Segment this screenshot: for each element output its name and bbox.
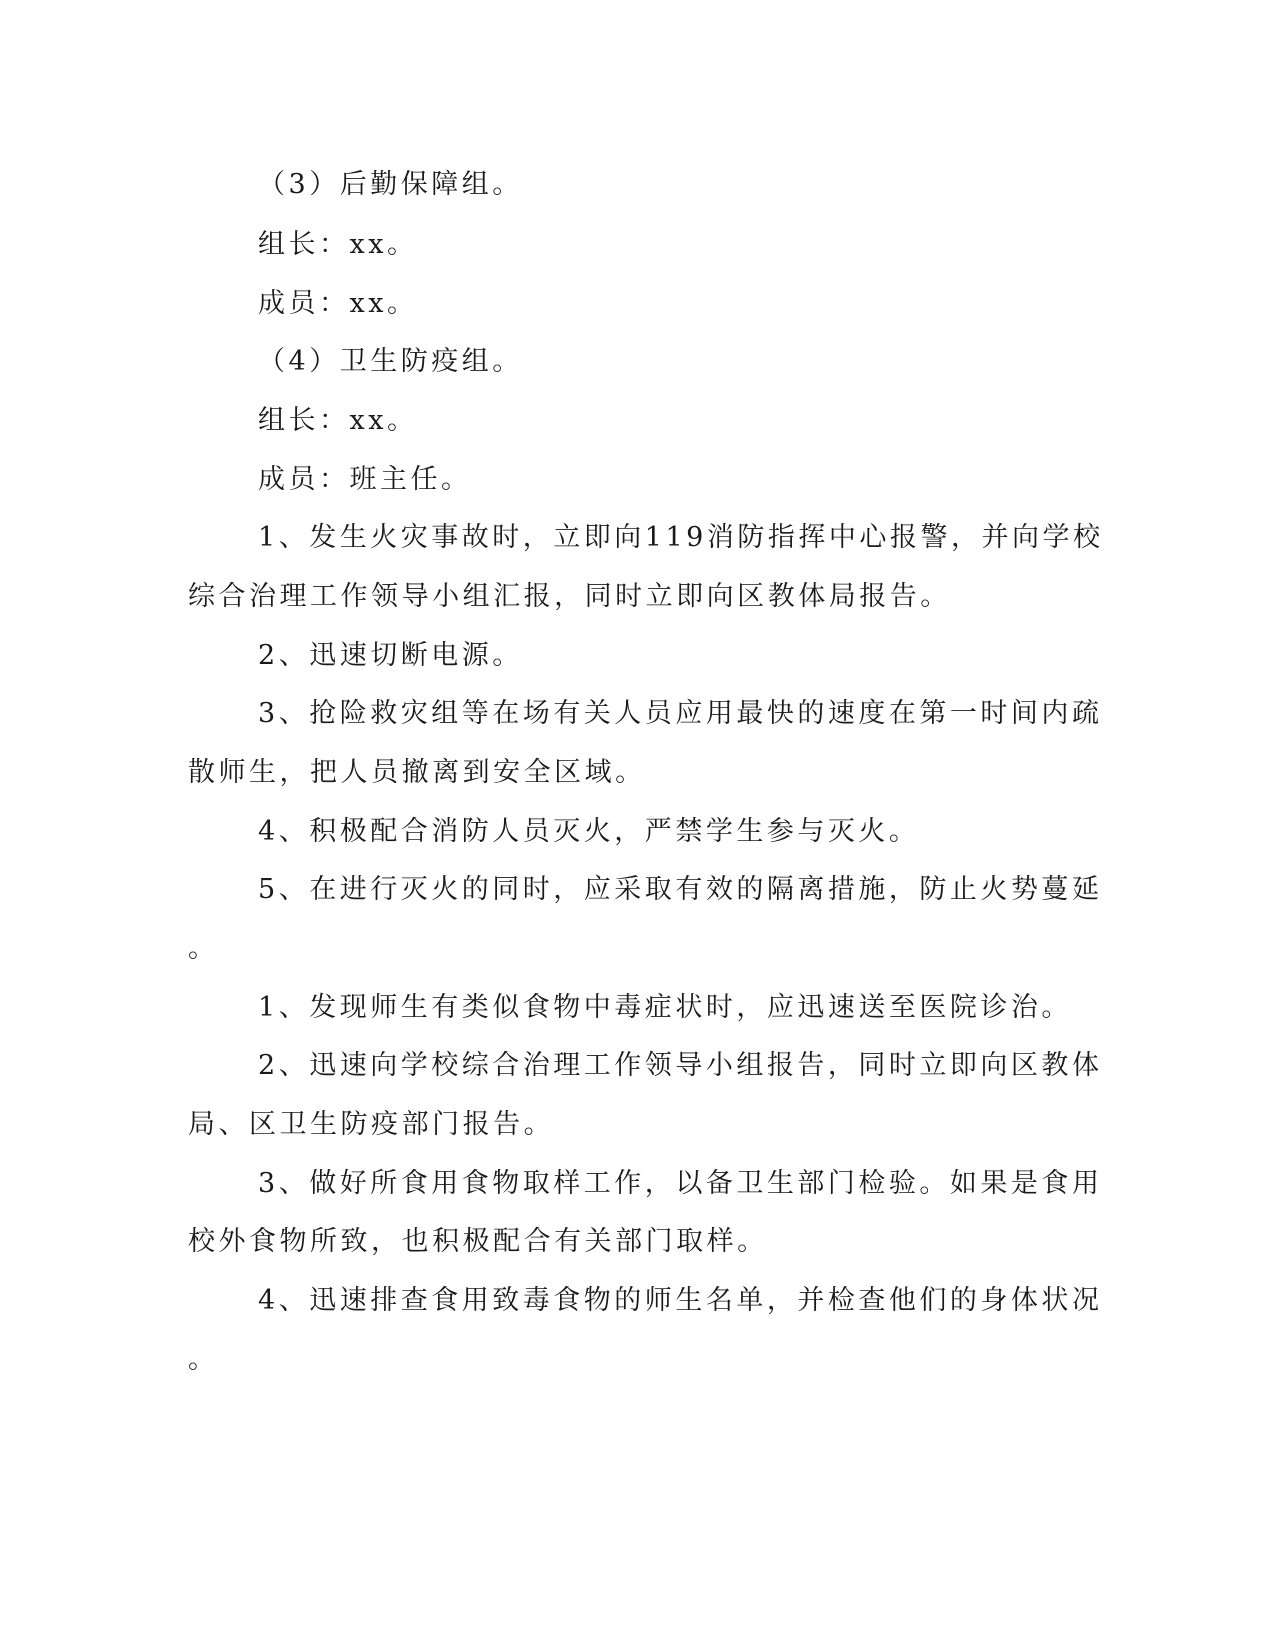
food-step-2-line-1: 2、迅速向学校综合治理工作领导小组报告，同时立即向区教体 — [258, 1050, 1103, 1081]
food-step-3-line-1: 3、做好所食用食物取样工作，以备卫生部门检验。如果是食用 — [258, 1168, 1103, 1199]
food-step-4-line-2: 。 — [188, 1344, 219, 1375]
fire-step-5-line-1: 5、在进行灭火的同时，应采取有效的隔离措施，防止火势蔓延 — [258, 874, 1103, 905]
fire-step-2: 2、迅速切断电源。 — [258, 640, 523, 671]
logistics-group-members: 成员：xx。 — [258, 288, 418, 319]
fire-step-1-line-2: 综合治理工作领导小组汇报，同时立即向区教体局报告。 — [188, 581, 951, 612]
fire-step-3-line-1: 3、抢险救灾组等在场有关人员应用最快的速度在第一时间内疏 — [258, 698, 1103, 729]
food-step-4-line-1: 4、迅速排查食用致毒食物的师生名单，并检查他们的身体状况 — [258, 1285, 1103, 1316]
heading-logistics-group: （3）后勤保障组。 — [258, 169, 523, 200]
heading-epidemic-group: （4）卫生防疫组。 — [258, 346, 523, 377]
fire-step-5-line-2: 。 — [188, 933, 219, 964]
epidemic-group-members: 成员：班主任。 — [258, 464, 472, 495]
epidemic-group-leader: 组长：xx。 — [258, 405, 418, 436]
logistics-group-leader: 组长：xx。 — [258, 229, 418, 260]
food-step-3-line-2: 校外食物所致，也积极配合有关部门取样。 — [188, 1226, 768, 1257]
food-step-2-line-2: 局、区卫生防疫部门报告。 — [188, 1109, 555, 1140]
food-step-1: 1、发现师生有类似食物中毒症状时，应迅速送至医院诊治。 — [258, 992, 1072, 1023]
fire-step-3-line-2: 散师生，把人员撤离到安全区域。 — [188, 757, 646, 788]
fire-step-4: 4、积极配合消防人员灭火，严禁学生参与灭火。 — [258, 816, 920, 847]
fire-step-1-line-1: 1、发生火灾事故时，立即向119消防指挥中心报警，并向学校 — [258, 522, 1104, 553]
